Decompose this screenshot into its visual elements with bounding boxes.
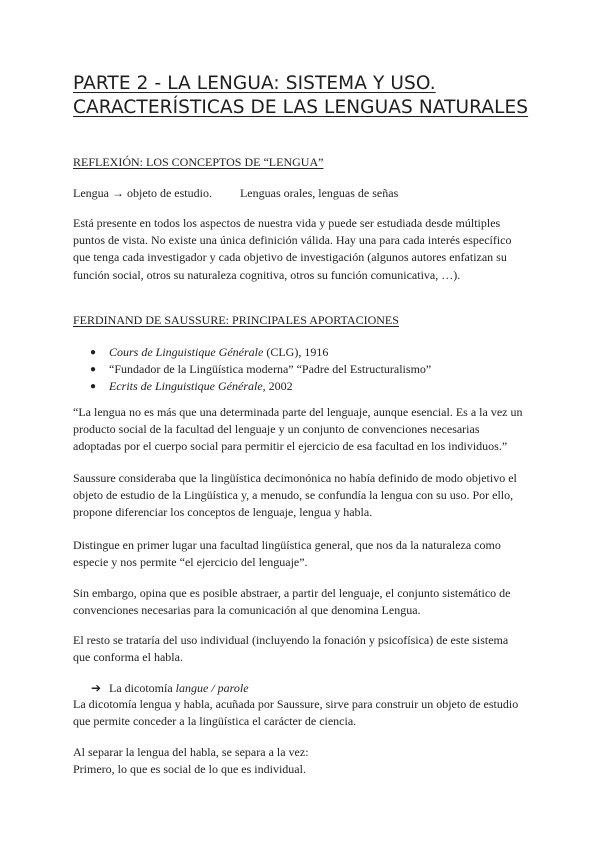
paragraph-line: adoptadas por el cuerpo social para permitir el ejercicio de esa facultad en los individuos.” [73,439,508,454]
paragraph-line: El resto se trataría del uso individual (incluyendo la fonación y psicofísica) de este sistema [73,633,509,647]
paragraph-line: Saussure consideraba que la lingüística decimonónica no había definido de modo objetivo el [73,471,517,485]
lengua-definition-line [73,185,533,202]
paragraph-line: La dicotomía lengua y habla, acuñada por Saussure, sirve para construir un objeto de estudio [73,697,519,711]
paragraph-line: que permite conceder a la lingüística el carácter de ciencia. [73,714,357,729]
subheading-dicotomia: ➔ La dicotomía langue / parole [91,681,249,695]
paragraph-lengua [73,215,533,284]
paragraph-line: que tenga cada investigador y cada objetivo de investigación (algunos autores enfatizan su [73,250,507,265]
paragraph-lengua-sistema [73,585,533,619]
list-item: ● Cours de Linguistique Générale (CLG), 1916 [90,345,329,359]
saussure-quote [73,404,533,456]
title-line-2: CARACTERÍSTICAS DE LAS LENGUAS NATURALES [73,97,529,118]
paragraph-line: Distingue en primer lugar una facultad lingüística general, que nos da la naturaleza como [73,538,501,552]
section-heading-reflexion: REFLEXIÓN: LOS CONCEPTOS DE “LENGUA” [73,155,324,169]
paragraph-dicotomia [73,696,533,730]
bullet-list [90,344,431,395]
paragraph-line: propone diferenciar los conceptos de lenguaje, lengua y habla. [73,505,373,520]
paragraph-line: puntos de vista. No existe una única definición válida. Hay una para cada interés específico [73,233,512,248]
paragraph-decimononica [73,470,533,522]
paragraph-line: que conforma el habla. [73,650,183,665]
paragraph-line: función social, otros su naturaleza cognitiva, otros su función comunicativa, …). [73,267,461,282]
list-item: ● Ecrits de Linguistique Générale, 2002 [90,379,293,393]
bullet-icon: ● [90,364,97,375]
paragraph-facultad [73,537,533,571]
paragraph-line: objeto de estudio de la Lingüística y, a menudo, se confundía la lengua con su uso. Por ello, [73,488,514,503]
paragraph-line: Sin embargo, opina que es posible abstraer, a partir del lenguaje, el conjunto sistemático de [73,586,511,600]
paragraph-habla [73,632,533,666]
paragraph-separar [73,744,533,778]
definition-right: Lenguas orales, lenguas de señas [239,186,399,200]
paragraph-line: especie y nos permite “el ejercicio del lenguaje”. [73,555,308,570]
page-title [73,72,573,120]
paragraph-line: “La lengua no es más que una determinada parte del lenguaje, aunque esencial. Es a la vez un [73,405,523,419]
arrow-right-icon: ➔ [91,681,102,695]
section-heading-saussure: FERDINAND DE SAUSSURE: PRINCIPALES APORTACIONES [73,313,399,327]
bullet-icon: ● [90,381,97,392]
paragraph-line: Al separar la lengua del habla, se separa a la vez: [73,745,309,759]
paragraph-line: Primero, lo que es social de lo que es individual. [73,762,306,777]
paragraph-line: Está presente en todos los aspectos de nuestra vida y puede ser estudiada desde múltiples [73,216,501,230]
title-line-1: PARTE 2 - LA LENGUA: SISTEMA Y USO. [73,73,436,94]
paragraph-line: producto social de la facultad del lenguaje y un conjunto de convenciones necesarias [73,422,480,437]
bullet-icon: ● [90,347,97,358]
paragraph-line: convenciones necesarias para la comunicación al que denomina Lengua. [73,603,421,618]
definition-left: Lengua → objeto de estudio. [73,186,212,200]
list-item: ● “Fundador de la Lingüística moderna” “Padre del Estructuralismo” [90,362,432,376]
